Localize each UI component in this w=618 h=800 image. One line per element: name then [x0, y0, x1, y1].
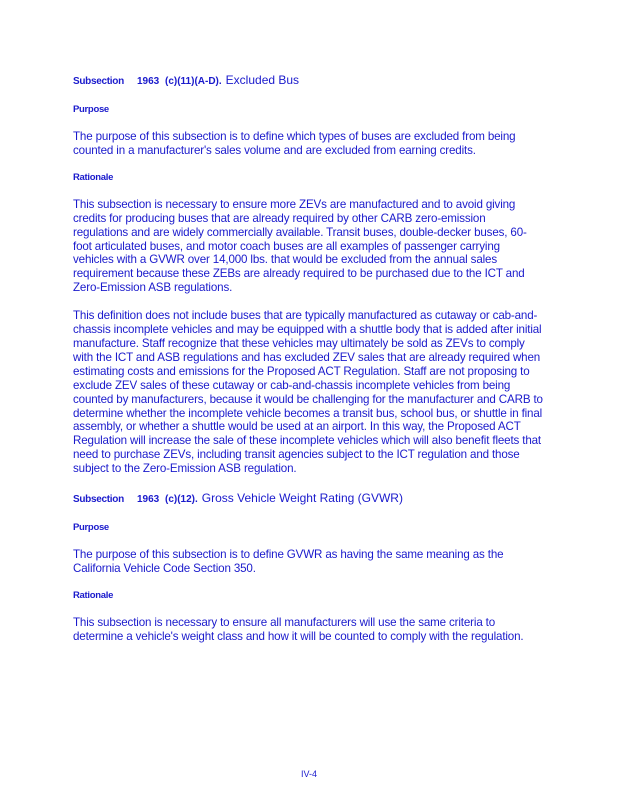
purpose-text: The purpose of this subsection is to define GVWR as having the same meaning as the California Vehicle Code Section 350.: [73, 548, 504, 575]
page-number: IV-4: [300, 769, 317, 779]
subsection-number: 1963: [137, 76, 160, 87]
purpose-heading: Purpose: [73, 104, 109, 115]
subsection-paragraph: (c)(12).: [165, 494, 198, 506]
section-heading-excluded-bus: [73, 72, 543, 90]
rationale-heading: Rationale: [73, 171, 114, 183]
subsection-paragraph: (c)(11)(A-D).: [165, 76, 222, 87]
purpose-heading: Purpose: [73, 522, 109, 534]
subsection-title: Excluded Bus: [225, 73, 300, 87]
rationale-paragraph: This definition does not include buses that are typically manufactured as cutaway or cab-and-chassis incomplete vehicles and may be equipped with a shuttle body that is added after initial manufacture. Staff recognize that these vehicles may ultimately be sold as ZEVs to comply with the ICT and ASB regulations and has excluded ZEV sales that are already required when estimating costs and emissions for the Proposed ACT Regulation. Staff are not proposing to exclude ZEV sales of these cutaway or cab-and-chassis incomplete vehicles from being counted by manufacturers, because it would be challenging for the manufacturer and CARB to determine whether the incomplete vehicle becomes a transit bus, school bus, or shuttle in final assembly, or whether a shuttle would be used at an airport. In this way, the Proposed ACT Regulation will increase the sale of these incomplete vehicles which will also benefit fleets that need to purchase ZEVs, including transit agencies subject to the ICT regulation and those subject to the Zero-Emission ASB regulation.: [73, 309, 543, 476]
section-heading-gvwr: [73, 490, 543, 508]
subsection-title: Gross Vehicle Weight Rating (GVWR): [201, 491, 403, 506]
subsection-label: Subsection: [73, 494, 124, 506]
rationale-paragraph: This subsection is necessary to ensure all manufacturers will use the same criteria to determine a vehicle's weight class and how it will be counted to comply with the regulation.: [73, 615, 524, 643]
subsection-label: Subsection: [73, 76, 124, 87]
purpose-text: The purpose of this subsection is to define which types of buses are excluded from being counted in a manufacturer's sales volume and are excluded from earning credits.: [73, 130, 516, 157]
subsection-number: 1963: [137, 494, 160, 506]
document-page: [73, 72, 543, 658]
rationale-paragraph: This subsection is necessary to ensure more ZEVs are manufactured and to avoid giving credits for producing buses that are already required by other CARB zero-emission regulations and are widely commercially available. Transit buses, double-decker buses, 60-foot articulated buses, and motor coach buses are all examples of passenger carrying vehicles with a GVWR over 14,000 lbs. that would be excluded from the annual sales requirement because these ZEBs are already required to be purchased due to the ICT and Zero-Emission ASB regulations.: [73, 197, 527, 295]
rationale-heading: Rationale: [73, 589, 114, 601]
